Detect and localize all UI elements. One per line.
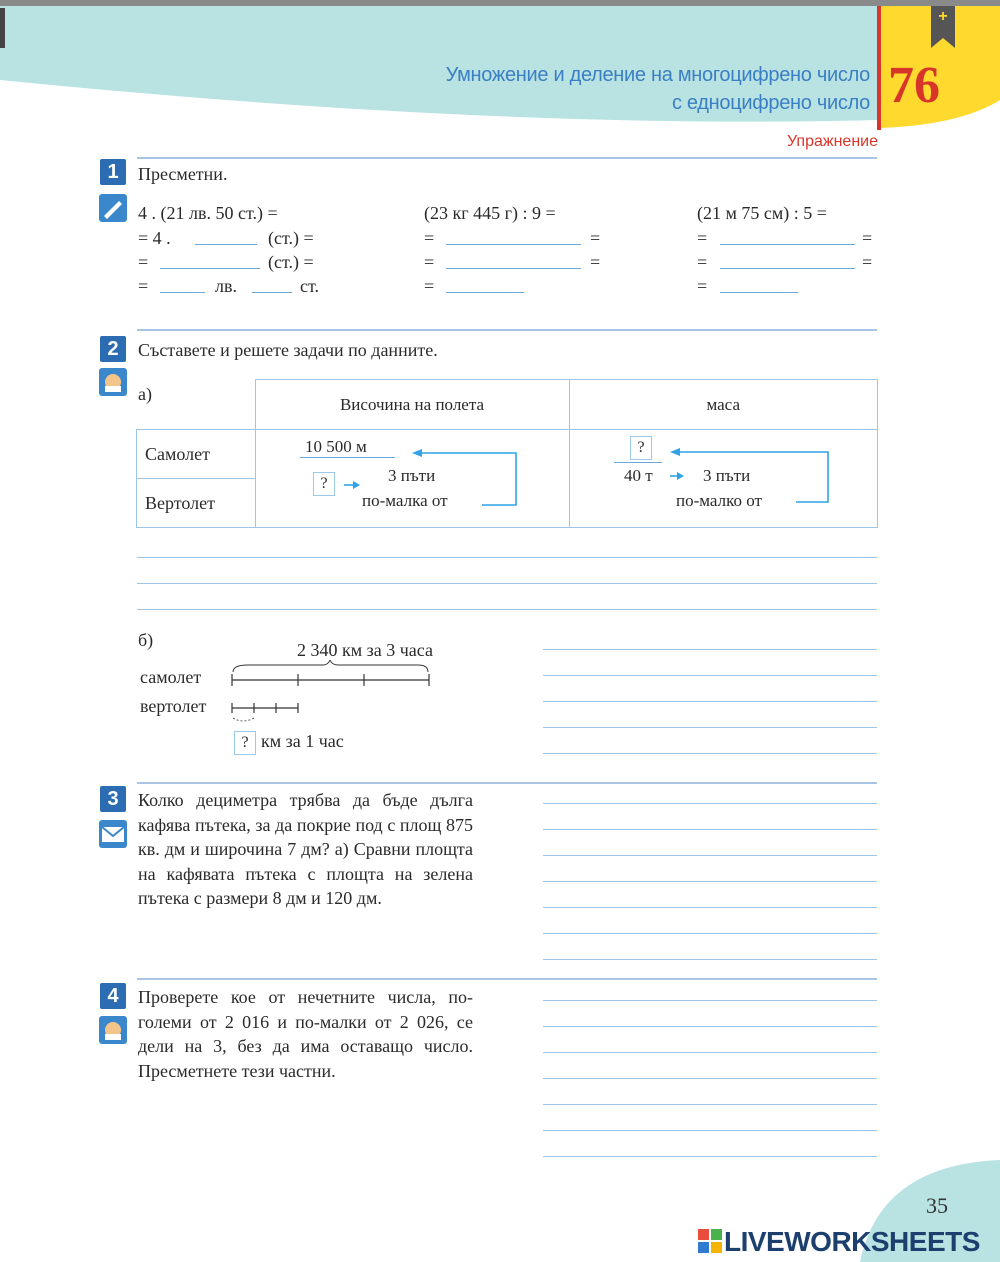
diagram-row-plane: самолет bbox=[140, 667, 202, 687]
answer-blank[interactable] bbox=[160, 292, 205, 293]
writing-line[interactable] bbox=[543, 1026, 877, 1027]
writing-line[interactable] bbox=[543, 1000, 877, 1001]
corner-mark bbox=[0, 8, 5, 48]
writing-line[interactable] bbox=[543, 855, 877, 856]
separator-1 bbox=[137, 157, 877, 159]
brand-icon bbox=[698, 1229, 722, 1253]
eq-sign: = bbox=[424, 252, 435, 272]
writing-line[interactable] bbox=[543, 803, 877, 804]
writing-line[interactable] bbox=[543, 1130, 877, 1131]
height-arrow bbox=[330, 440, 530, 515]
height-relation-1: 3 пъти bbox=[388, 466, 436, 485]
header-title-line1: Умножение и деление на многоцифрено число bbox=[445, 64, 870, 86]
brand-name: LIVEWORKSHEETS bbox=[724, 1226, 980, 1257]
writing-line[interactable] bbox=[137, 609, 877, 610]
answer-blank[interactable] bbox=[195, 244, 257, 245]
page-number: 35 bbox=[926, 1193, 948, 1218]
writing-line[interactable] bbox=[543, 1052, 877, 1053]
writing-line[interactable] bbox=[543, 1078, 877, 1079]
puzzle-icon bbox=[99, 1016, 127, 1044]
eq-sign: = bbox=[862, 252, 873, 272]
separator-2 bbox=[137, 329, 877, 331]
eq-sign: = bbox=[697, 252, 708, 272]
task2-part-b: б) bbox=[138, 630, 154, 650]
task1-col1-line2-prefix: = 4 . bbox=[138, 228, 171, 248]
task1-col1-line3-unit: (ст.) = bbox=[268, 252, 314, 272]
answer-blank[interactable] bbox=[446, 244, 581, 245]
mass-value: 40 т bbox=[624, 466, 653, 485]
diagram-total-label: 2 340 км за 3 часа bbox=[297, 640, 433, 660]
eq-sign: = bbox=[424, 276, 435, 296]
task3-text: Колко дециметра трябва да бъде дълга кафява пътека, за да покрие под с площ 875 кв. дм и широчина 7 дм? а) Сравни площта на кафявата пътека с площта на зелена пътека с размери 8 дм и 120 дм. bbox=[138, 790, 473, 908]
task4-text: Проверете кое от нечетните числа, по-големи от 2 016 и по-малки от 2 026, се дели на 3, без да има оставащо число. Пресметнете тези частни. bbox=[138, 987, 473, 1081]
height-value: 10 500 м bbox=[305, 437, 367, 456]
diagram-per-hour: км за 1 час bbox=[261, 731, 344, 751]
writing-line[interactable] bbox=[543, 933, 877, 934]
writing-line[interactable] bbox=[543, 907, 877, 908]
answer-blank[interactable] bbox=[720, 244, 855, 245]
task4-badge: 4 bbox=[100, 983, 126, 1009]
separator-3 bbox=[137, 782, 877, 784]
writing-line[interactable] bbox=[543, 1104, 877, 1105]
puzzle-icon bbox=[99, 368, 127, 396]
eq-sign: = bbox=[424, 228, 435, 248]
task2-part-a: а) bbox=[138, 384, 152, 404]
row-label-helicopter: Вертолет bbox=[137, 479, 256, 528]
eq-sign: = bbox=[590, 252, 601, 272]
task1-col2-line1: (23 кг 445 г) : 9 = bbox=[424, 203, 556, 223]
unknown-box[interactable]: ? bbox=[630, 436, 652, 460]
mass-relation-1: 3 пъти bbox=[703, 466, 751, 485]
answer-blank[interactable] bbox=[160, 268, 260, 269]
eq-sign: = bbox=[862, 228, 873, 248]
task1-col1-line3-prefix: = bbox=[138, 252, 149, 272]
section-label: Упражнение bbox=[786, 133, 878, 150]
writing-line[interactable] bbox=[543, 727, 877, 728]
task1-col1-line4-prefix: = bbox=[138, 276, 149, 296]
answer-blank[interactable] bbox=[446, 268, 581, 269]
col-header-mass: маса bbox=[569, 380, 878, 430]
col-header-height: Височина на полета bbox=[255, 380, 569, 430]
lesson-number: 76 bbox=[888, 57, 940, 114]
task1-instruction: Пресметни. bbox=[138, 164, 228, 184]
answer-blank[interactable] bbox=[720, 268, 855, 269]
writing-line[interactable] bbox=[543, 1156, 877, 1157]
height-relation-2: по-малка от bbox=[362, 491, 448, 510]
separator-4 bbox=[137, 978, 877, 980]
unknown-box[interactable]: ? bbox=[313, 472, 335, 496]
segment-diagram bbox=[228, 660, 438, 730]
writing-line[interactable] bbox=[543, 701, 877, 702]
writing-line[interactable] bbox=[543, 881, 877, 882]
diagram-row-helicopter: вертолет bbox=[140, 696, 207, 716]
answer-blank[interactable] bbox=[720, 292, 798, 293]
writing-line[interactable] bbox=[543, 675, 877, 676]
task1-badge: 1 bbox=[100, 159, 126, 185]
writing-line[interactable] bbox=[543, 753, 877, 754]
header-title-line2: с едноцифрено число bbox=[671, 92, 870, 114]
task1-col1-line1: 4 . (21 лв. 50 ст.) = bbox=[138, 203, 278, 223]
writing-line[interactable] bbox=[543, 649, 877, 650]
row-label-plane: Самолет bbox=[137, 430, 256, 479]
header-band bbox=[0, 0, 1000, 150]
writing-line[interactable] bbox=[137, 557, 877, 558]
task1-col3-line1: (21 м 75 см) : 5 = bbox=[697, 203, 827, 223]
unknown-box[interactable]: ? bbox=[234, 731, 256, 755]
mass-arrow bbox=[650, 440, 840, 515]
writing-line[interactable] bbox=[543, 829, 877, 830]
eq-sign: = bbox=[697, 228, 708, 248]
answer-blank[interactable] bbox=[252, 292, 292, 293]
bookmark-icon: + bbox=[931, 6, 955, 48]
task1-col1-line4-unit1: лв. bbox=[215, 276, 237, 296]
envelope-icon bbox=[99, 820, 127, 848]
writing-line[interactable] bbox=[543, 959, 877, 960]
writing-line[interactable] bbox=[137, 583, 877, 584]
task2-badge: 2 bbox=[100, 336, 126, 362]
mass-relation-2: по-малко от bbox=[676, 491, 762, 510]
answer-blank[interactable] bbox=[446, 292, 524, 293]
pencil-icon bbox=[99, 194, 127, 222]
eq-sign: = bbox=[697, 276, 708, 296]
task1-col1-line2-unit: (ст.) = bbox=[268, 228, 314, 248]
eq-sign: = bbox=[590, 228, 601, 248]
task1-col1-line4-unit2: ст. bbox=[300, 276, 320, 296]
task2-instruction: Съставете и решете задачи по данните. bbox=[138, 340, 438, 360]
task3-badge: 3 bbox=[100, 786, 126, 812]
